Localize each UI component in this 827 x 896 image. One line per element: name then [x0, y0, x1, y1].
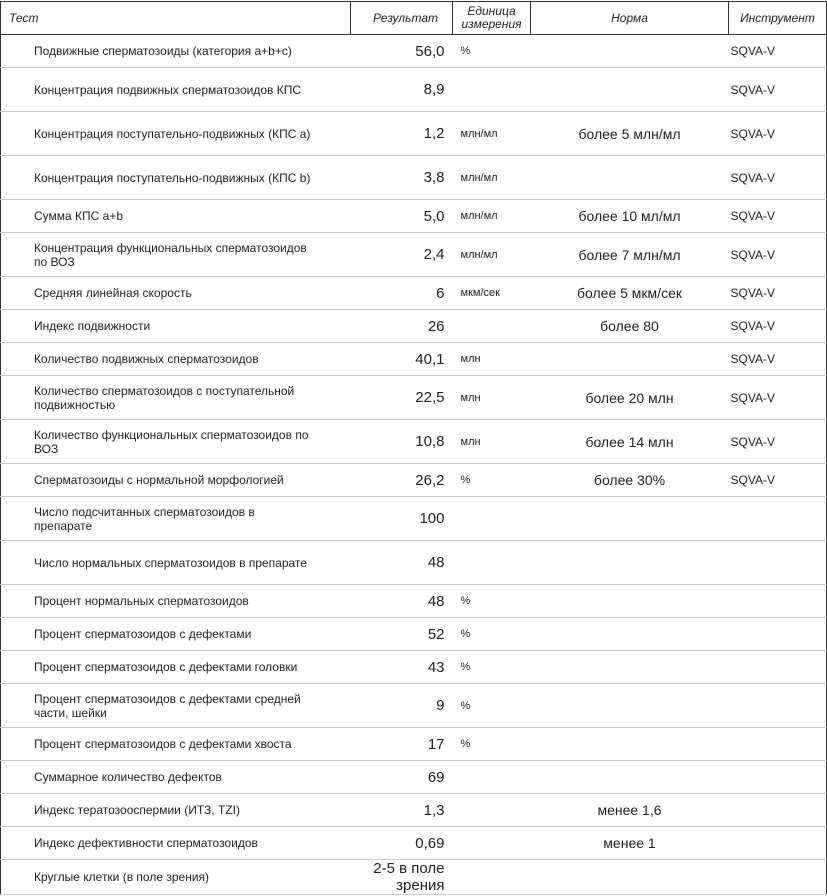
- test-name: Процент нормальных сперматозоидов: [1, 585, 351, 618]
- result-value: 40,1: [351, 343, 453, 376]
- result-value: 0,69: [351, 827, 453, 860]
- result-value: 22,5: [351, 376, 453, 420]
- table-row: [1, 310, 827, 343]
- instrument-value: [729, 684, 827, 728]
- norm-value: [531, 728, 729, 761]
- unit-value: млн: [453, 343, 531, 376]
- test-name: Концентрация поступательно-подвижных (КПС b): [1, 156, 351, 200]
- unit-value: [453, 68, 531, 112]
- result-value: 8,9: [351, 68, 453, 112]
- table-row: [1, 200, 827, 233]
- header-instrument: Инструмент: [729, 2, 827, 35]
- test-name: Индекс тератозооспермии (ИТЗ, TZI): [1, 794, 351, 827]
- result-value: 43: [351, 651, 453, 684]
- instrument-value: [729, 728, 827, 761]
- unit-value: млн/мл: [453, 112, 531, 156]
- unit-value: [453, 827, 531, 860]
- test-name: Индекс дефективности сперматозоидов: [1, 827, 351, 860]
- instrument-value: SQVA-V: [729, 420, 827, 464]
- result-value: 48: [351, 541, 453, 585]
- test-name: Количество сперматозоидов с поступательной подвижностью: [1, 376, 351, 420]
- unit-value: [453, 310, 531, 343]
- instrument-value: [729, 618, 827, 651]
- test-name: Количество подвижных сперматозоидов: [1, 343, 351, 376]
- norm-value: [531, 860, 729, 895]
- unit-value: млн: [453, 420, 531, 464]
- unit-value: %: [453, 684, 531, 728]
- result-value: 1,3: [351, 794, 453, 827]
- result-value: 6: [351, 277, 453, 310]
- table-row: [1, 277, 827, 310]
- instrument-value: SQVA-V: [729, 343, 827, 376]
- norm-value: менее 1,6: [531, 794, 729, 827]
- test-name: Подвижные сперматозоиды (категория a+b+c): [1, 35, 351, 68]
- test-name: Концентрация поступательно-подвижных (КПС a): [1, 112, 351, 156]
- test-name: Круглые клетки (в поле зрения): [1, 860, 351, 895]
- table-row: [1, 728, 827, 761]
- unit-value: %: [453, 618, 531, 651]
- instrument-value: SQVA-V: [729, 200, 827, 233]
- instrument-value: SQVA-V: [729, 464, 827, 497]
- result-value: 56,0: [351, 35, 453, 68]
- table-row: [1, 35, 827, 68]
- unit-value: %: [453, 651, 531, 684]
- table-row: [1, 233, 827, 277]
- norm-value: [531, 651, 729, 684]
- table-row: [1, 68, 827, 112]
- header-row: [1, 2, 827, 35]
- unit-value: млн: [453, 376, 531, 420]
- instrument-value: SQVA-V: [729, 35, 827, 68]
- result-value: 100: [351, 497, 453, 541]
- norm-value: более 5 млн/мл: [531, 112, 729, 156]
- instrument-value: [729, 651, 827, 684]
- test-name: Число нормальных сперматозоидов в препарате: [1, 541, 351, 585]
- test-name: Сумма КПС a+b: [1, 200, 351, 233]
- unit-value: %: [453, 585, 531, 618]
- unit-value: млн/мл: [453, 200, 531, 233]
- norm-value: [531, 541, 729, 585]
- unit-value: [453, 497, 531, 541]
- instrument-value: SQVA-V: [729, 68, 827, 112]
- result-value: 26: [351, 310, 453, 343]
- test-name: Процент сперматозоидов с дефектами средней части, шейки: [1, 684, 351, 728]
- instrument-value: SQVA-V: [729, 277, 827, 310]
- test-name: Суммарное количество дефектов: [1, 761, 351, 794]
- instrument-value: [729, 585, 827, 618]
- instrument-value: [729, 497, 827, 541]
- result-value: 10,8: [351, 420, 453, 464]
- result-value: 52: [351, 618, 453, 651]
- table-row: [1, 794, 827, 827]
- table-row: [1, 684, 827, 728]
- result-value: 2,4: [351, 233, 453, 277]
- norm-value: более 5 мкм/сек: [531, 277, 729, 310]
- instrument-value: [729, 541, 827, 585]
- test-name: Средняя линейная скорость: [1, 277, 351, 310]
- norm-value: более 14 млн: [531, 420, 729, 464]
- table-row: [1, 585, 827, 618]
- header-test: Тест: [1, 2, 351, 35]
- instrument-value: [729, 794, 827, 827]
- unit-value: %: [453, 464, 531, 497]
- table-row: [1, 860, 827, 895]
- test-name: Процент сперматозоидов с дефектами: [1, 618, 351, 651]
- result-value: 3,8: [351, 156, 453, 200]
- result-value: 69: [351, 761, 453, 794]
- norm-value: более 10 мл/мл: [531, 200, 729, 233]
- result-value: 17: [351, 728, 453, 761]
- norm-value: [531, 684, 729, 728]
- result-value: 5,0: [351, 200, 453, 233]
- table-row: [1, 651, 827, 684]
- test-name: Количество функциональных сперматозоидов по ВОЗ: [1, 420, 351, 464]
- test-name: Процент сперматозоидов с дефектами головки: [1, 651, 351, 684]
- norm-value: [531, 761, 729, 794]
- instrument-value: [729, 761, 827, 794]
- norm-value: [531, 618, 729, 651]
- norm-value: [531, 156, 729, 200]
- table-row: [1, 420, 827, 464]
- instrument-value: SQVA-V: [729, 156, 827, 200]
- norm-value: [531, 497, 729, 541]
- test-name: Сперматозоиды с нормальной морфологией: [1, 464, 351, 497]
- unit-value: %: [453, 728, 531, 761]
- header-result: Результат: [351, 2, 453, 35]
- table-row: [1, 497, 827, 541]
- table-row: [1, 156, 827, 200]
- instrument-value: [729, 827, 827, 860]
- table-row: [1, 376, 827, 420]
- result-value: 9: [351, 684, 453, 728]
- table-row: [1, 761, 827, 794]
- result-value: 2-5 в поле зрения: [351, 860, 453, 895]
- unit-value: [453, 541, 531, 585]
- norm-value: более 30%: [531, 464, 729, 497]
- table-row: [1, 464, 827, 497]
- unit-value: [453, 761, 531, 794]
- result-value: 48: [351, 585, 453, 618]
- instrument-value: SQVA-V: [729, 112, 827, 156]
- unit-value: [453, 794, 531, 827]
- table-row: [1, 343, 827, 376]
- instrument-value: [729, 860, 827, 895]
- header-unit: Единица измерения: [453, 2, 531, 35]
- norm-value: менее 1: [531, 827, 729, 860]
- test-name: Процент сперматозоидов с дефектами хвоста: [1, 728, 351, 761]
- table-row: [1, 112, 827, 156]
- norm-value: [531, 35, 729, 68]
- unit-value: млн/мл: [453, 233, 531, 277]
- results-table: [0, 1, 827, 895]
- unit-value: млн/мл: [453, 156, 531, 200]
- table-row: [1, 618, 827, 651]
- table-row: [1, 541, 827, 585]
- instrument-value: SQVA-V: [729, 376, 827, 420]
- unit-value: мкм/сек: [453, 277, 531, 310]
- norm-value: более 80: [531, 310, 729, 343]
- norm-value: более 7 млн/мл: [531, 233, 729, 277]
- norm-value: [531, 585, 729, 618]
- test-name: Индекс подвижности: [1, 310, 351, 343]
- test-name: Число подсчитанных сперматозоидов в препарате: [1, 497, 351, 541]
- unit-value: [453, 860, 531, 895]
- test-name: Концентрация функциональных сперматозоидов по ВОЗ: [1, 233, 351, 277]
- header-norm: Норма: [531, 2, 729, 35]
- norm-value: [531, 343, 729, 376]
- result-value: 1,2: [351, 112, 453, 156]
- instrument-value: SQVA-V: [729, 310, 827, 343]
- norm-value: [531, 68, 729, 112]
- unit-value: %: [453, 35, 531, 68]
- instrument-value: SQVA-V: [729, 233, 827, 277]
- table-row: [1, 827, 827, 860]
- result-value: 26,2: [351, 464, 453, 497]
- norm-value: более 20 млн: [531, 376, 729, 420]
- test-name: Концентрация подвижных сперматозоидов КПС: [1, 68, 351, 112]
